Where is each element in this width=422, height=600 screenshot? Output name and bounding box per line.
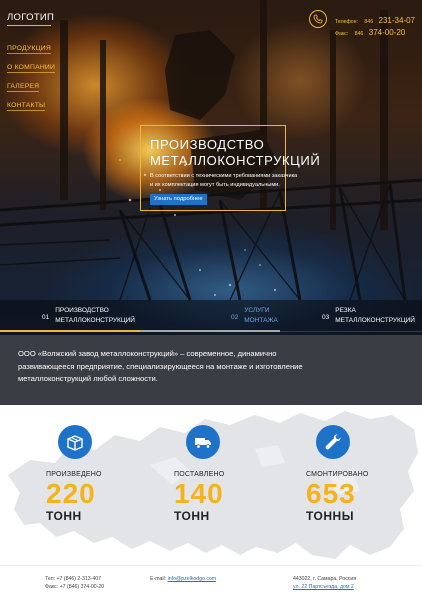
footer-tel[interactable]: Тел: +7 (846) 2-313-407	[45, 576, 102, 582]
header-phone[interactable]: Телефон: 846 231-34-07	[335, 16, 416, 25]
nav-item-gallery[interactable]: ГАЛЕРЕЯ	[7, 83, 40, 90]
nav-item-products[interactable]: ПРОДУКЦИЯ	[7, 45, 51, 52]
footer-address-link[interactable]: ул. 22 Партсъезда, дом 2	[293, 584, 354, 590]
nav-item-about[interactable]: О КОМПАНИИ	[7, 64, 56, 71]
logo[interactable]: ЛОГОТИП	[7, 12, 55, 23]
truck-icon	[186, 425, 220, 459]
about-text: ООО «Волжский завод металлоконструкций» – современное, динамично развивающееся предприятие, специализирующееся на монтаже и изготовление металлоконструкций любой сложности.	[18, 349, 303, 383]
slide-progress-next	[140, 330, 280, 332]
learn-more-button[interactable]: Узнать подробнее	[150, 194, 207, 205]
slide-progress-rest	[280, 331, 422, 332]
footer	[0, 565, 422, 600]
promo-title: ПРОИЗВОДСТВО МЕТАЛЛОКОНСТРУКЦИЙ	[150, 137, 321, 168]
about-section	[0, 335, 422, 405]
promo-text: В соответствии с техническими требованиями заказчика и их комплектация могут быть индивидуальными.	[150, 173, 298, 188]
footer-email-link[interactable]: info@pzelkodgo.com	[167, 576, 217, 582]
footer-fax: Факс: +7 (846) 374-00-20	[45, 584, 105, 590]
nav-item-contacts[interactable]: КОНТАКТЫ	[7, 102, 46, 109]
logo-underline	[7, 25, 51, 26]
slide-tab-1[interactable]: 01ПРОИЗВОДСТВО МЕТАЛЛОКОНСТРУКЦИЙ	[42, 307, 135, 324]
phone-icon	[309, 10, 327, 28]
wrench-icon	[316, 425, 350, 459]
footer-address: 443022, г. Самара, Россия ул. 22 Партсъезда, дом 2	[293, 576, 357, 590]
slide-progress-active	[0, 330, 140, 332]
header-contacts	[309, 8, 419, 36]
header-fax: Факс: 846 374-00-20	[335, 28, 406, 37]
footer-email: E-mail: info@pzelkodgo.com	[150, 576, 217, 582]
footer-phones	[45, 575, 104, 591]
main-nav	[7, 45, 55, 121]
stats-section: ПРОИЗВЕДЕНО 220 ТОНН ПОСТАВЛЕНО 140 ТОНН СМОНТИРОВАНО 653 ТОННЫ	[0, 405, 422, 565]
slide-tab-3[interactable]: 03РЕЗКА МЕТАЛЛОКОНСТРУКЦИЙ	[322, 307, 415, 324]
slide-tab-2[interactable]: 02УСЛУГИ МОНТАЖА	[231, 307, 278, 324]
box-icon	[58, 425, 92, 459]
